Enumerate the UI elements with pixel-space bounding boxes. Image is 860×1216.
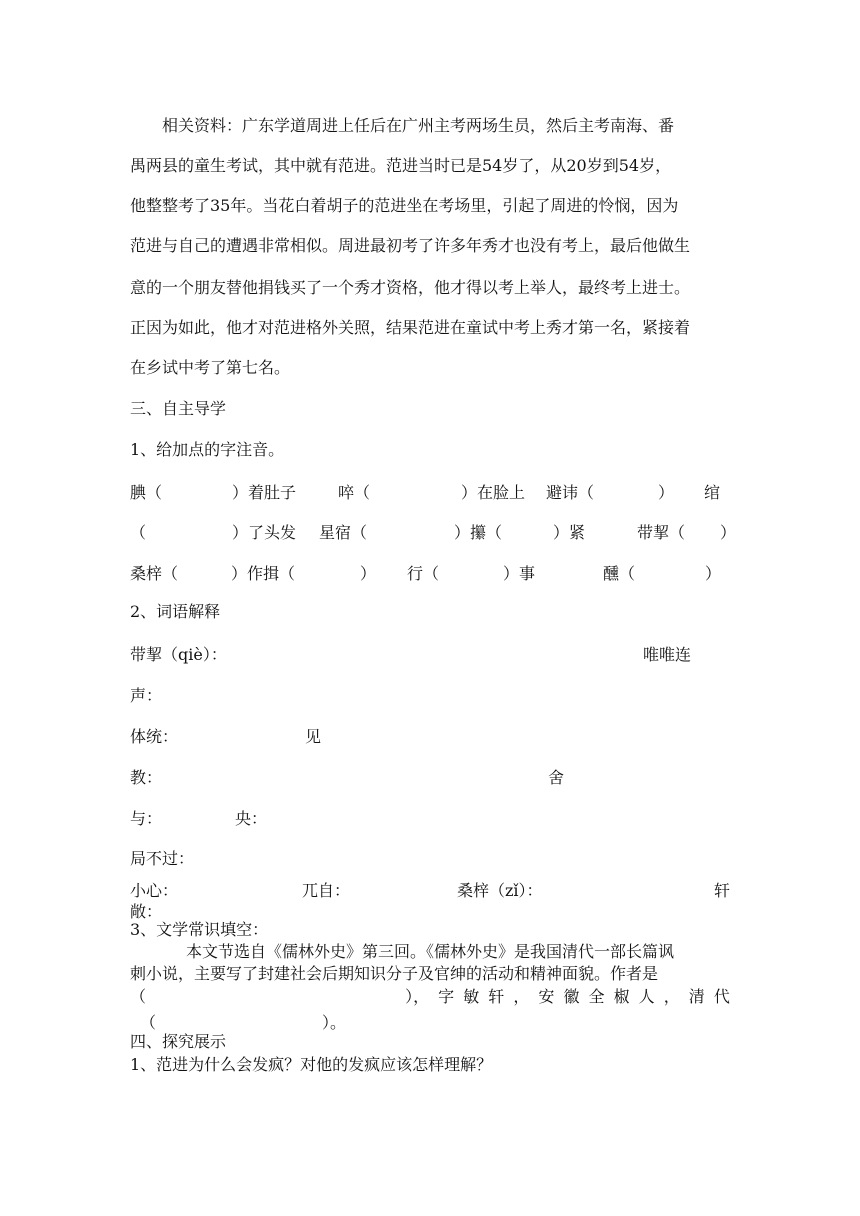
author-fill-line	[130, 987, 730, 1007]
pinyin-item-text: 避讳（	[546, 483, 595, 502]
term-label: 兀自：	[302, 881, 351, 900]
term-label: 桑梓（zǐ）：	[457, 881, 543, 900]
fill-text: 徽	[563, 987, 580, 1006]
fill-text: （	[140, 1013, 157, 1032]
term-label: 带挈（qiè）：	[130, 645, 227, 664]
pinyin-item-text: ）紧	[553, 523, 586, 542]
fill-text: ，	[513, 987, 530, 1006]
fill-text: 清	[688, 987, 705, 1006]
section4-heading: 四、探究展示	[130, 1032, 227, 1051]
pinyin-item-text: ）了头发	[232, 523, 297, 542]
section3-heading: 三、自主导学	[130, 399, 227, 418]
material-line: 正因为如此，他才对范进格外关照，结果范进在童试中考上秀才第一名，紧接着	[130, 318, 691, 337]
term-label: 轩	[714, 881, 731, 900]
pinyin-item-text: ）事	[503, 564, 536, 583]
fill-text: ），	[405, 987, 430, 1006]
term-label: 小心：	[130, 881, 179, 900]
pinyin-item-text: ）	[705, 564, 722, 583]
pinyin-item-text: 绾	[704, 483, 721, 502]
fill-text: 字	[438, 987, 455, 1006]
term-label: 声：	[130, 686, 163, 705]
q3-title: 3、文学常识填空：	[130, 920, 269, 939]
term-label: 唯唯连	[643, 645, 692, 664]
pinyin-item-text: 啐（	[338, 483, 371, 502]
term-label: 局不过：	[130, 849, 195, 868]
fill-text: 安	[538, 987, 555, 1006]
fill-text: ，	[663, 987, 680, 1006]
fill-text: 轩	[488, 987, 505, 1006]
fill-text: 椒	[613, 987, 630, 1006]
material-line: 禺两县的童生考试，其中就有范进。范进当时已是54岁了，从20岁到54岁，	[130, 156, 672, 175]
term-label: 央：	[235, 809, 268, 828]
pinyin-item-text: 腆（	[130, 483, 163, 502]
pinyin-item-text: ）作揖（	[231, 564, 296, 583]
material-line: 他整整考了35年。当花白着胡子的范进坐在考场里，引起了周进的怜悯，因为	[130, 196, 679, 215]
fill-text: 全	[588, 987, 605, 1006]
pinyin-item-text: ）着肚子	[232, 483, 297, 502]
material-line: 意的一个朋友替他捐钱买了一个秀才资格，他才得以考上举人，最终考上进士。	[130, 278, 691, 297]
q1-title: 1、给加点的字注音。	[130, 440, 285, 459]
q3-paragraph-line: 本文节选自《儒林外史》第三回。《儒林外史》是我国清代一部长篇讽	[186, 942, 675, 961]
pinyin-item-text: 桑梓（	[130, 564, 179, 583]
pinyin-item-text: ）在脸上	[461, 483, 526, 502]
fill-text: 代	[713, 987, 730, 1006]
fill-text: （	[130, 987, 147, 1006]
term-label: 舍	[548, 768, 565, 787]
q2-title: 2、词语解释	[130, 602, 221, 621]
term-label: 体统：	[130, 727, 179, 746]
fill-text: 敏	[463, 987, 480, 1006]
term-label: 与：	[130, 809, 163, 828]
material-line: 相关资料：广东学道周进上任后在广州主考两场生员，然后主考南海、番	[162, 116, 675, 135]
fill-text: ）。	[322, 1013, 347, 1032]
section4-q1: 1、范进为什么会发疯？对他的发疯应该怎样理解？	[130, 1055, 493, 1074]
term-label: 见	[305, 727, 322, 746]
pinyin-item-text: 带挈（	[637, 523, 686, 542]
pinyin-item-text: （	[130, 523, 147, 542]
term-label: 教：	[130, 768, 163, 787]
pinyin-item-text: ）	[720, 523, 737, 542]
pinyin-item-text: ）	[658, 483, 675, 502]
pinyin-item-text: 星宿（	[319, 523, 368, 542]
pinyin-item-text: 行（	[407, 564, 440, 583]
term-label: 敞：	[130, 902, 163, 921]
fill-text: 人	[638, 987, 655, 1006]
material-line: 在乡试中考了第七名。	[130, 358, 291, 377]
material-line: 范进与自己的遭遇非常相似。周进最初考了许多年秀才也没有考上，最后他做生	[130, 236, 691, 255]
pinyin-item-text: 醺（	[603, 564, 636, 583]
pinyin-item-text: ）	[360, 564, 377, 583]
pinyin-item-text: ）攥（	[454, 523, 503, 542]
q3-paragraph-line: 刺小说，主要写了封建社会后期知识分子及官绅的活动和精神面貌。作者是	[130, 964, 659, 983]
